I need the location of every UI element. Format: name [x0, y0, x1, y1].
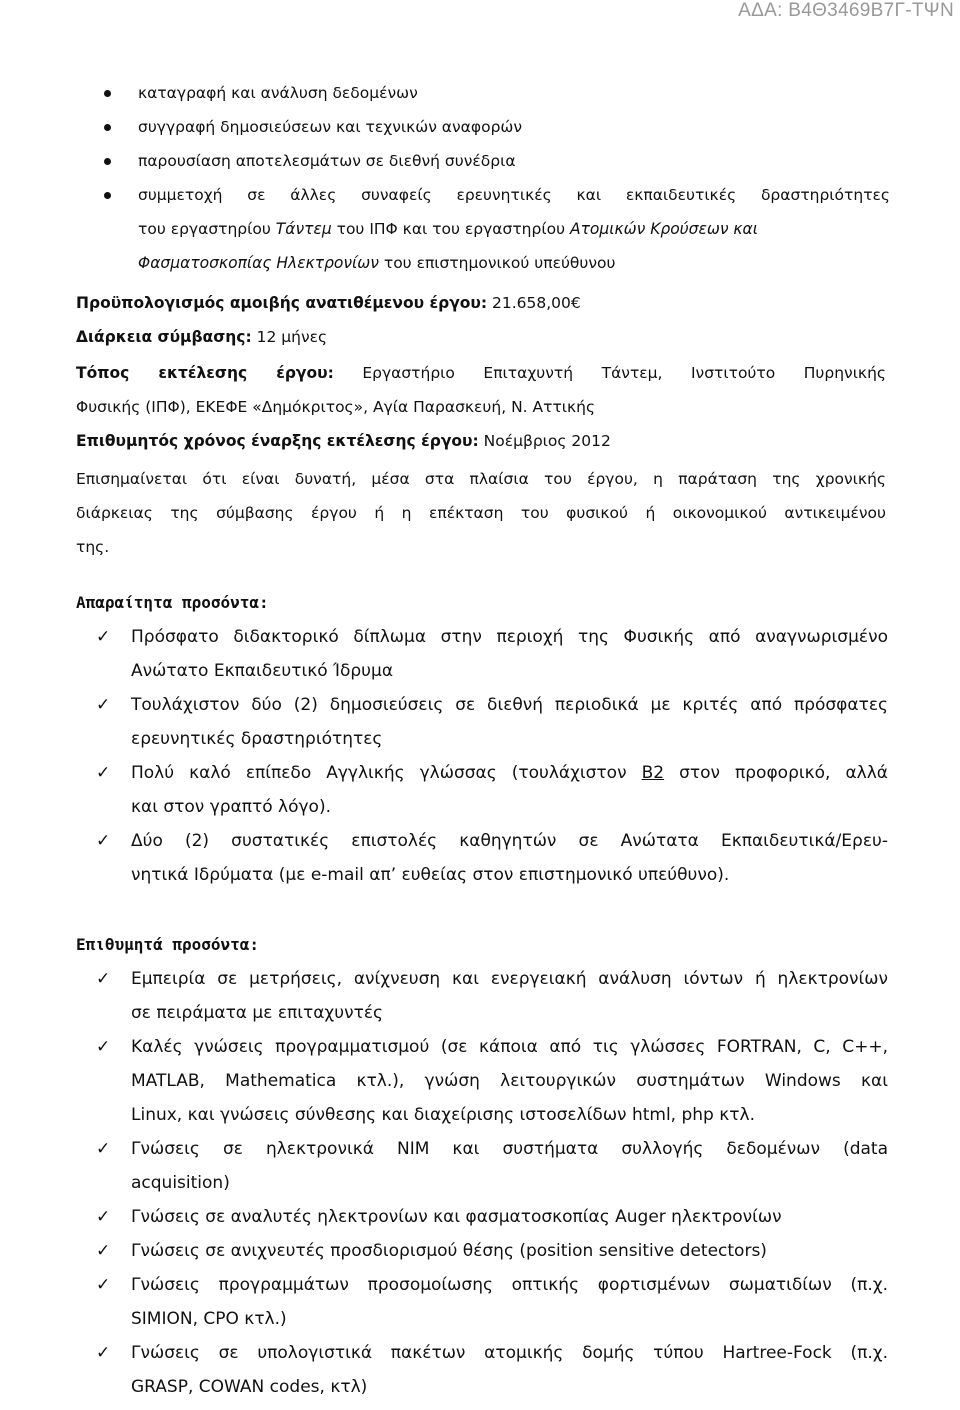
budget-line: Προϋπολογισμός αμοιβής ανατιθέμενου έργου: 21.658,00€: [76, 294, 581, 312]
ada-code: ΑΔΑ: Β4Θ3469Β7Γ-ΤΨΝ: [738, 0, 954, 21]
list-item: ✓ Εμπειρία σε μετρήσεις, ανίχνευση και ενεργειακή ανάλυση ιόντων ή ηλεκτρονίων σε πειράματα με επιταχυντές: [0, 962, 960, 1030]
location-line: Τόπος εκτέλεσης έργου: Εργαστήριο Επιταχυντή Τάντεμ, Ινστιτούτο Πυρηνικής Φυσικής (ΙΠΦ), ΕΚΕΦΕ «Δημόκριτος», Αγία Παρασκευή, Ν. Αττικής: [76, 364, 886, 416]
checkmark-icon: ✓: [96, 1037, 111, 1057]
checkmark-icon: ✓: [96, 763, 111, 783]
checkmark-icon: ✓: [96, 969, 111, 989]
list-item: ✓ Πρόσφατο διδακτορικό δίπλωμα στην περιοχή της Φυσικής από αναγνωρισμένο Ανώτατο Εκπαιδευτικό Ίδρυμα: [0, 620, 960, 688]
desired-list: [0, 962, 960, 1404]
checkmark-icon: ✓: [96, 831, 111, 851]
start-line: Επιθυμητός χρόνος έναρξης εκτέλεσης έργου: Νοέμβριος 2012: [76, 432, 611, 450]
list-item: ✓ Πολύ καλό επίπεδο Αγγλικής γλώσσας (τουλάχιστον Β2 στον προφορικό, αλλά και στον γραπτό λόγο).: [0, 756, 960, 824]
tasks-list: [0, 76, 960, 280]
checkmark-icon: ✓: [96, 1241, 111, 1261]
list-item: ✓ Γνώσεις σε υπολογιστικά πακέτων ατομικής δομής τύπου Hartree-Fock (π.χ. GRASP, COWAN codes, κτλ): [0, 1336, 960, 1404]
checkmark-icon: ✓: [96, 1207, 111, 1227]
checkmark-icon: ✓: [96, 1275, 111, 1295]
bullet-icon: [104, 124, 111, 131]
duration-line: Διάρκεια σύμβασης: 12 μήνες: [76, 328, 328, 346]
list-item: παρουσίαση αποτελεσμάτων σε διεθνή συνέδρια: [0, 144, 960, 178]
bullet-icon: [104, 192, 111, 199]
list-item: ✓ Γνώσεις σε ηλεκτρονικά NIM και συστήματα συλλογής δεδομένων (data acquisition): [0, 1132, 960, 1200]
required-list: [0, 620, 960, 892]
list-item: ✓ Γνώσεις σε αναλυτές ηλεκτρονίων και φασματοσκοπίας Auger ηλεκτρονίων: [0, 1200, 960, 1234]
checkmark-icon: ✓: [96, 627, 111, 647]
list-item: συμμετοχή σε άλλες συναφείς ερευνητικές και εκπαιδευτικές δραστηριότητες του εργαστηρίου Τάντεμ του ΙΠΦ και του εργαστηρίου Ατομικών Κρούσεων και Φασματοσκοπίας Ηλεκτρονίων του επιστημονικού υπεύθυνου: [0, 178, 960, 280]
list-item: ✓ Γνώσεις προγραμμάτων προσομοίωσης οπτικής φορτισμένων σωματιδίων (π.χ. SIMION, CPO κτλ.): [0, 1268, 960, 1336]
list-item: συγγραφή δημοσιεύσεων και τεχνικών αναφορών: [0, 110, 960, 144]
list-item: ✓ Δύο (2) συστατικές επιστολές καθηγητών σε Ανώτατα Εκπαιδευτικά/Ερευ- νητικά Ιδρύματα (με e-mail απ’ ευθείας στον επιστημονικό υπεύθυνο).: [0, 824, 960, 892]
bullet-icon: [104, 90, 111, 97]
checkmark-icon: ✓: [96, 1343, 111, 1363]
list-item: ✓ Καλές γνώσεις προγραμματισμού (σε κάποια από τις γλώσσες FORTRAN, C, C++, MATLAB, Mathematica κτλ.), γνώση λειτουργικών συστημάτων Windows και Linux, και γνώσεις σύνθεσης και διαχείρισης ιστοσελίδων html, php κτλ.: [0, 1030, 960, 1132]
note-paragraph: Επισημαίνεται ότι είναι δυνατή, μέσα στα πλαίσια του έργου, η παράταση της χρονικής διάρκειας της σύμβασης έργου ή η επέκταση του φυσικού ή οικονομικού αντικειμένου της.: [76, 470, 886, 556]
desired-heading: Επιθυμητά προσόντα:: [76, 935, 260, 954]
bullet-icon: [104, 158, 111, 165]
list-item: καταγραφή και ανάλυση δεδομένων: [0, 76, 960, 110]
required-heading: Απαραίτητα προσόντα:: [76, 593, 269, 612]
checkmark-icon: ✓: [96, 695, 111, 715]
checkmark-icon: ✓: [96, 1139, 111, 1159]
list-item: ✓ Τουλάχιστον δύο (2) δημοσιεύσεις σε διεθνή περιοδικά με κριτές από πρόσφατες ερευνητικές δραστηριότητες: [0, 688, 960, 756]
list-item: ✓ Γνώσεις σε ανιχνευτές προσδιορισμού θέσης (position sensitive detectors): [0, 1234, 960, 1268]
